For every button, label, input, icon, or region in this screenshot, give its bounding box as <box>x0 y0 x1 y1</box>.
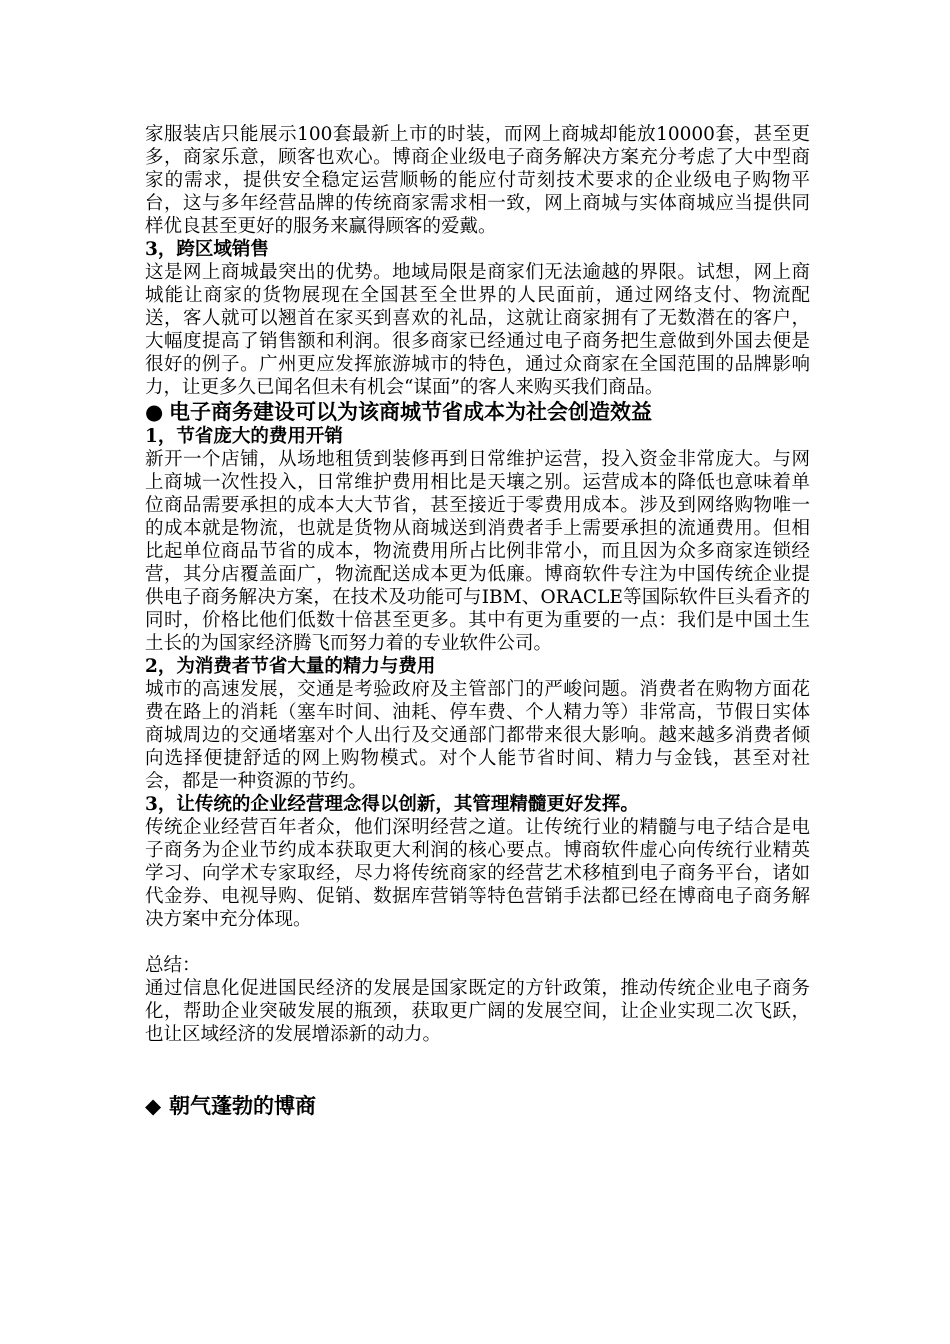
cost-item-2-heading: 2，为消费者节省大量的精力与费用 <box>145 656 436 677</box>
cross-region-heading: 3，跨区域销售 <box>145 239 269 260</box>
cross-region-paragraph: 这是网上商城最突出的优势。地域局限是商家们无法逾越的界限。试想，网上商城能让商家的货物展现在全国甚至全世界的人民面前，通过网络支付、物流配送，客人就可以翘首在家买到喜欢的礼品，这就让商家拥有了无数潜在的客户，大幅度提高了销售额和利润。很多商家已经通过电子商务把生意做到外国去便是很好的例子。广州更应发挥旅游城市的特色，通过众商家在全国范围的品牌影响力，让更多久已闻名但未有机会“谋面”的客人来购买我们商品。 <box>145 262 810 398</box>
spacer-large <box>145 1046 810 1092</box>
summary-paragraph: 通过信息化促进国民经济的发展是国家既定的方针政策，推动传统企业电子商务化，帮助企业突破发展的瓶颈，获取更广阔的发展空间，让企业实现二次飞跃，也让区域经济的发展增添新的动力。 <box>145 978 810 1045</box>
diamond-bullet-icon: ◆ <box>145 1093 162 1118</box>
intro-paragraph: 家服装店只能展示100套最新上市的时装，而网上商城却能放10000套，甚至更多，商家乐意，顾客也欢心。博商企业级电子商务解决方案充分考虑了大中型商家的需求，提供安全稳定运营顺畅的能应付苛刻技术要求的企业级电子购物平台，这与多年经营品牌的传统商家需求相一致，网上商城与实体商城应当提供同样优良甚至更好的服务来赢得顾客的爱戴。 <box>145 124 810 237</box>
spacer <box>145 931 810 954</box>
document-page <box>145 123 810 1120</box>
cost-item-1-paragraph: 新开一个店铺，从场地租赁到装修再到日常维护运营，投入资金非常庞大。与网上商城一次性投入，日常维护费用相比是天壤之别。运营成本的降低也意味着单位商品需要承担的成本大大节省，甚至接近于零费用成本。涉及到网络购物唯一的成本就是物流，也就是货物从商城送到消费者手上需要承担的流通费用。但相比起单位商品节省的成本，物流费用所占比例非常小，而且因为众多商家连锁经营，其分店覆盖面广，物流配送成本更为低廉。博商软件专注为中国传统企业提供电子商务解决方案，在技术及功能可与IBM、ORACLE等国际软件巨头看齐的同时，价格比他们低数十倍甚至更多。其中有更为重要的一点：我们是中国土生土长的为国家经济腾飞而努力着的专业软件公司。 <box>145 449 810 654</box>
summary-label: 总结： <box>145 955 201 976</box>
cost-item-2-paragraph: 城市的高速发展，交通是考验政府及主管部门的严峻问题。消费者在购物方面花费在路上的消耗（塞车时间、油耗、停车费、个人精力等）非常高，节假日实体商城周边的交通堵塞对个人出行及交通部门都带来很大影响。越来越多消费者倾向选择便捷舒适的网上购物模式。对个人能节省时间、精力与金钱，甚至对社会，都是一种资源的节约。 <box>145 679 810 792</box>
cost-item-3-paragraph: 传统企业经营百年者众，他们深明经营之道。让传统行业的精髓与电子结合是电子商务为企业节约成本获取更大利润的核心要点。博商软件虚心向传统行业精英学习、向学术专家取经，尽力将传统商家的经营艺术移植到电子商务平台，诸如代金券、电视导购、促销、数据库营销等特色营销手法都已经在博商电子商务解决方案中充分体现。 <box>145 817 810 930</box>
cost-section-heading <box>145 399 810 425</box>
cost-section-heading-text: 电子商务建设可以为该商城节省成本为社会创造效益 <box>169 399 652 424</box>
cost-item-1-heading: 1，节省庞大的费用开销 <box>145 426 343 447</box>
bullet-dot-icon: ● <box>145 399 164 424</box>
final-section-heading-text: 朝气蓬勃的博商 <box>169 1093 316 1118</box>
final-section-heading <box>145 1092 810 1120</box>
cost-item-3-heading: 3，让传统的企业经营理念得以创新，其管理精髓更好发挥。 <box>145 794 639 815</box>
